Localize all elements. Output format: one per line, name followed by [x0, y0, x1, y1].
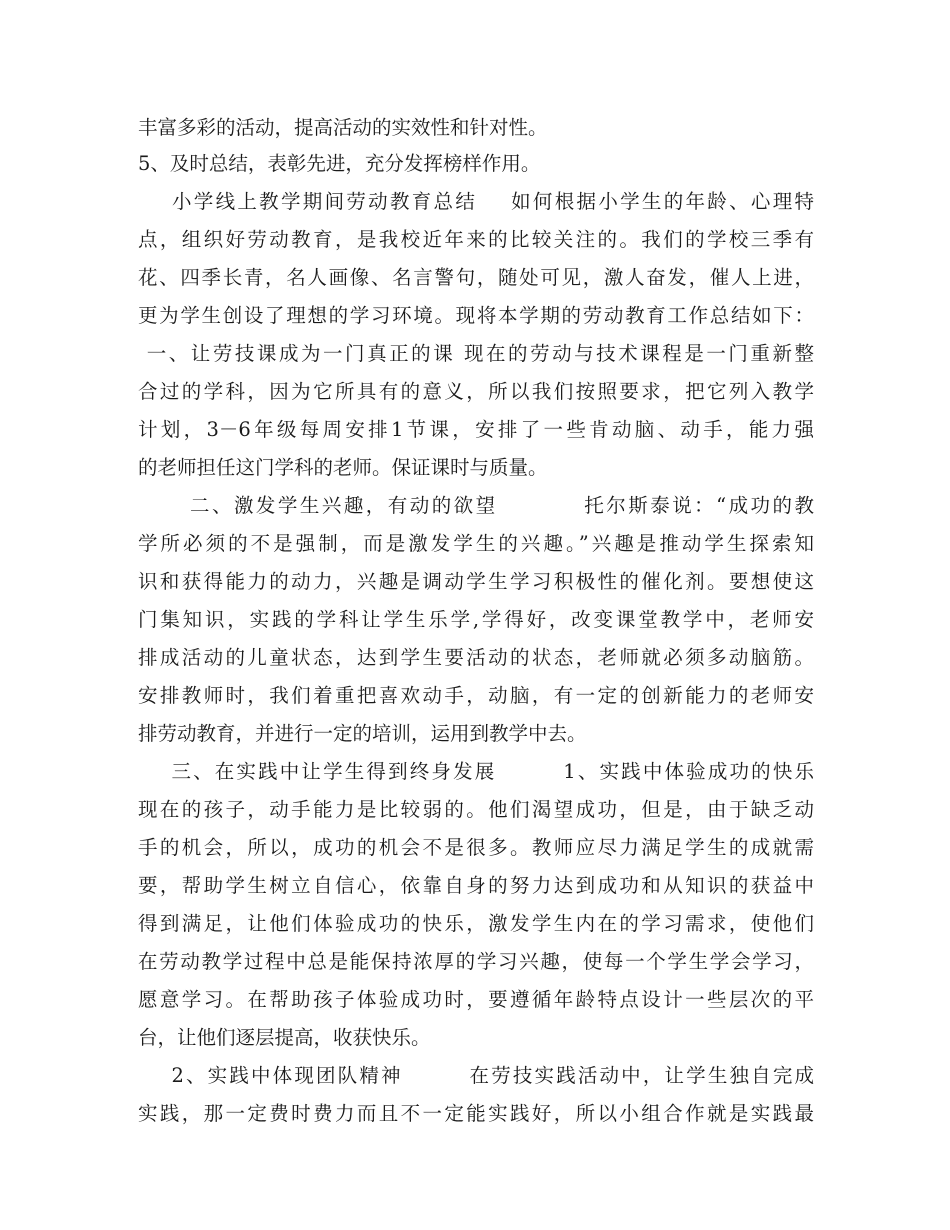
text-line: 花、四季长青，名人画像、名言警句，随处可见，激人奋发，催人上进， — [138, 266, 814, 289]
text-line: 安排教师时，我们着重把喜欢动手，动脑，有一定的创新能力的老师安 — [138, 684, 814, 707]
text-line: 得到满足，让他们体验成功的快乐，激发学生内在的学习需求，使他们 — [138, 912, 814, 935]
text-line: 愿意学习。在帮助孩子体验成功时，要遵循年龄特点设计一些层次的平 — [138, 988, 814, 1011]
text-line: 一、让劳技课成为一门真正的课 现在的劳动与技术课程是一门重新整 — [138, 342, 814, 365]
text-line: 点，组织好劳动教育，是我校近年来的比较关注的。我们的学校三季有 — [138, 228, 814, 251]
text-line: 合过的学科，因为它所具有的意义，所以我们按照要求，把它列入教学 — [138, 380, 814, 403]
text-line: 5、及时总结，表彰先进，充分发挥榜样作用。 — [138, 152, 541, 175]
text-line: 更为学生创设了理想的学习环境。现将本学期的劳动教育工作总结如下： — [138, 304, 814, 327]
text-line: 二、激发学生兴趣，有动的欲望 托尔斯泰说：“成功的教 — [138, 494, 814, 517]
text-line: 三、在实践中让学生得到终身发展 1、实践中体验成功的快乐 — [138, 760, 814, 783]
text-line: 手的机会，所以，成功的机会不是很多。教师应尽力满足学生的成就需 — [138, 836, 814, 859]
text-line: 排成活动的儿童状态，达到学生要活动的状态，老师就必须多动脑筋。 — [138, 646, 814, 669]
text-line: 学所必须的不是强制，而是激发学生的兴趣。”兴趣是推动学生探索知 — [138, 532, 814, 555]
text-line: 小学线上教学期间劳动教育总结 如何根据小学生的年龄、心理特 — [138, 190, 814, 213]
text-line: 门集知识，实践的学科让学生乐学,学得好，改变课堂教学中，老师安 — [138, 608, 814, 631]
text-line: 要，帮助学生树立自信心，依靠自身的努力达到成功和从知识的获益中 — [138, 874, 814, 897]
text-line: 排劳动教育，并进行一定的培训，运用到教学中去。 — [138, 722, 587, 745]
text-line: 计划，3－6年级每周安排1节课，安排了一些肯动脑、动手，能力强 — [138, 418, 814, 441]
text-line: 实践，那一定费时费力而且不一定能实践好，所以小组合作就是实践最 — [138, 1102, 814, 1125]
text-line: 识和获得能力的动力，兴趣是调动学生学习积极性的催化剂。要想使这 — [138, 570, 814, 593]
text-line: 在劳动教学过程中总是能保持浓厚的学习兴趣，使每一个学生学会学习， — [138, 950, 814, 973]
text-line: 丰富多彩的活动，提高活动的实效性和针对性。 — [138, 116, 548, 139]
text-line: 现在的孩子，动手能力是比较弱的。他们渴望成功，但是，由于缺乏动 — [138, 798, 814, 821]
text-line: 台，让他们逐层提高，收获快乐。 — [138, 1026, 431, 1049]
text-line: 的老师担任这门学科的老师。保证课时与质量。 — [138, 456, 548, 479]
text-line: 2、实践中体现团队精神 在劳技实践活动中，让学生独自完成 — [138, 1064, 814, 1087]
